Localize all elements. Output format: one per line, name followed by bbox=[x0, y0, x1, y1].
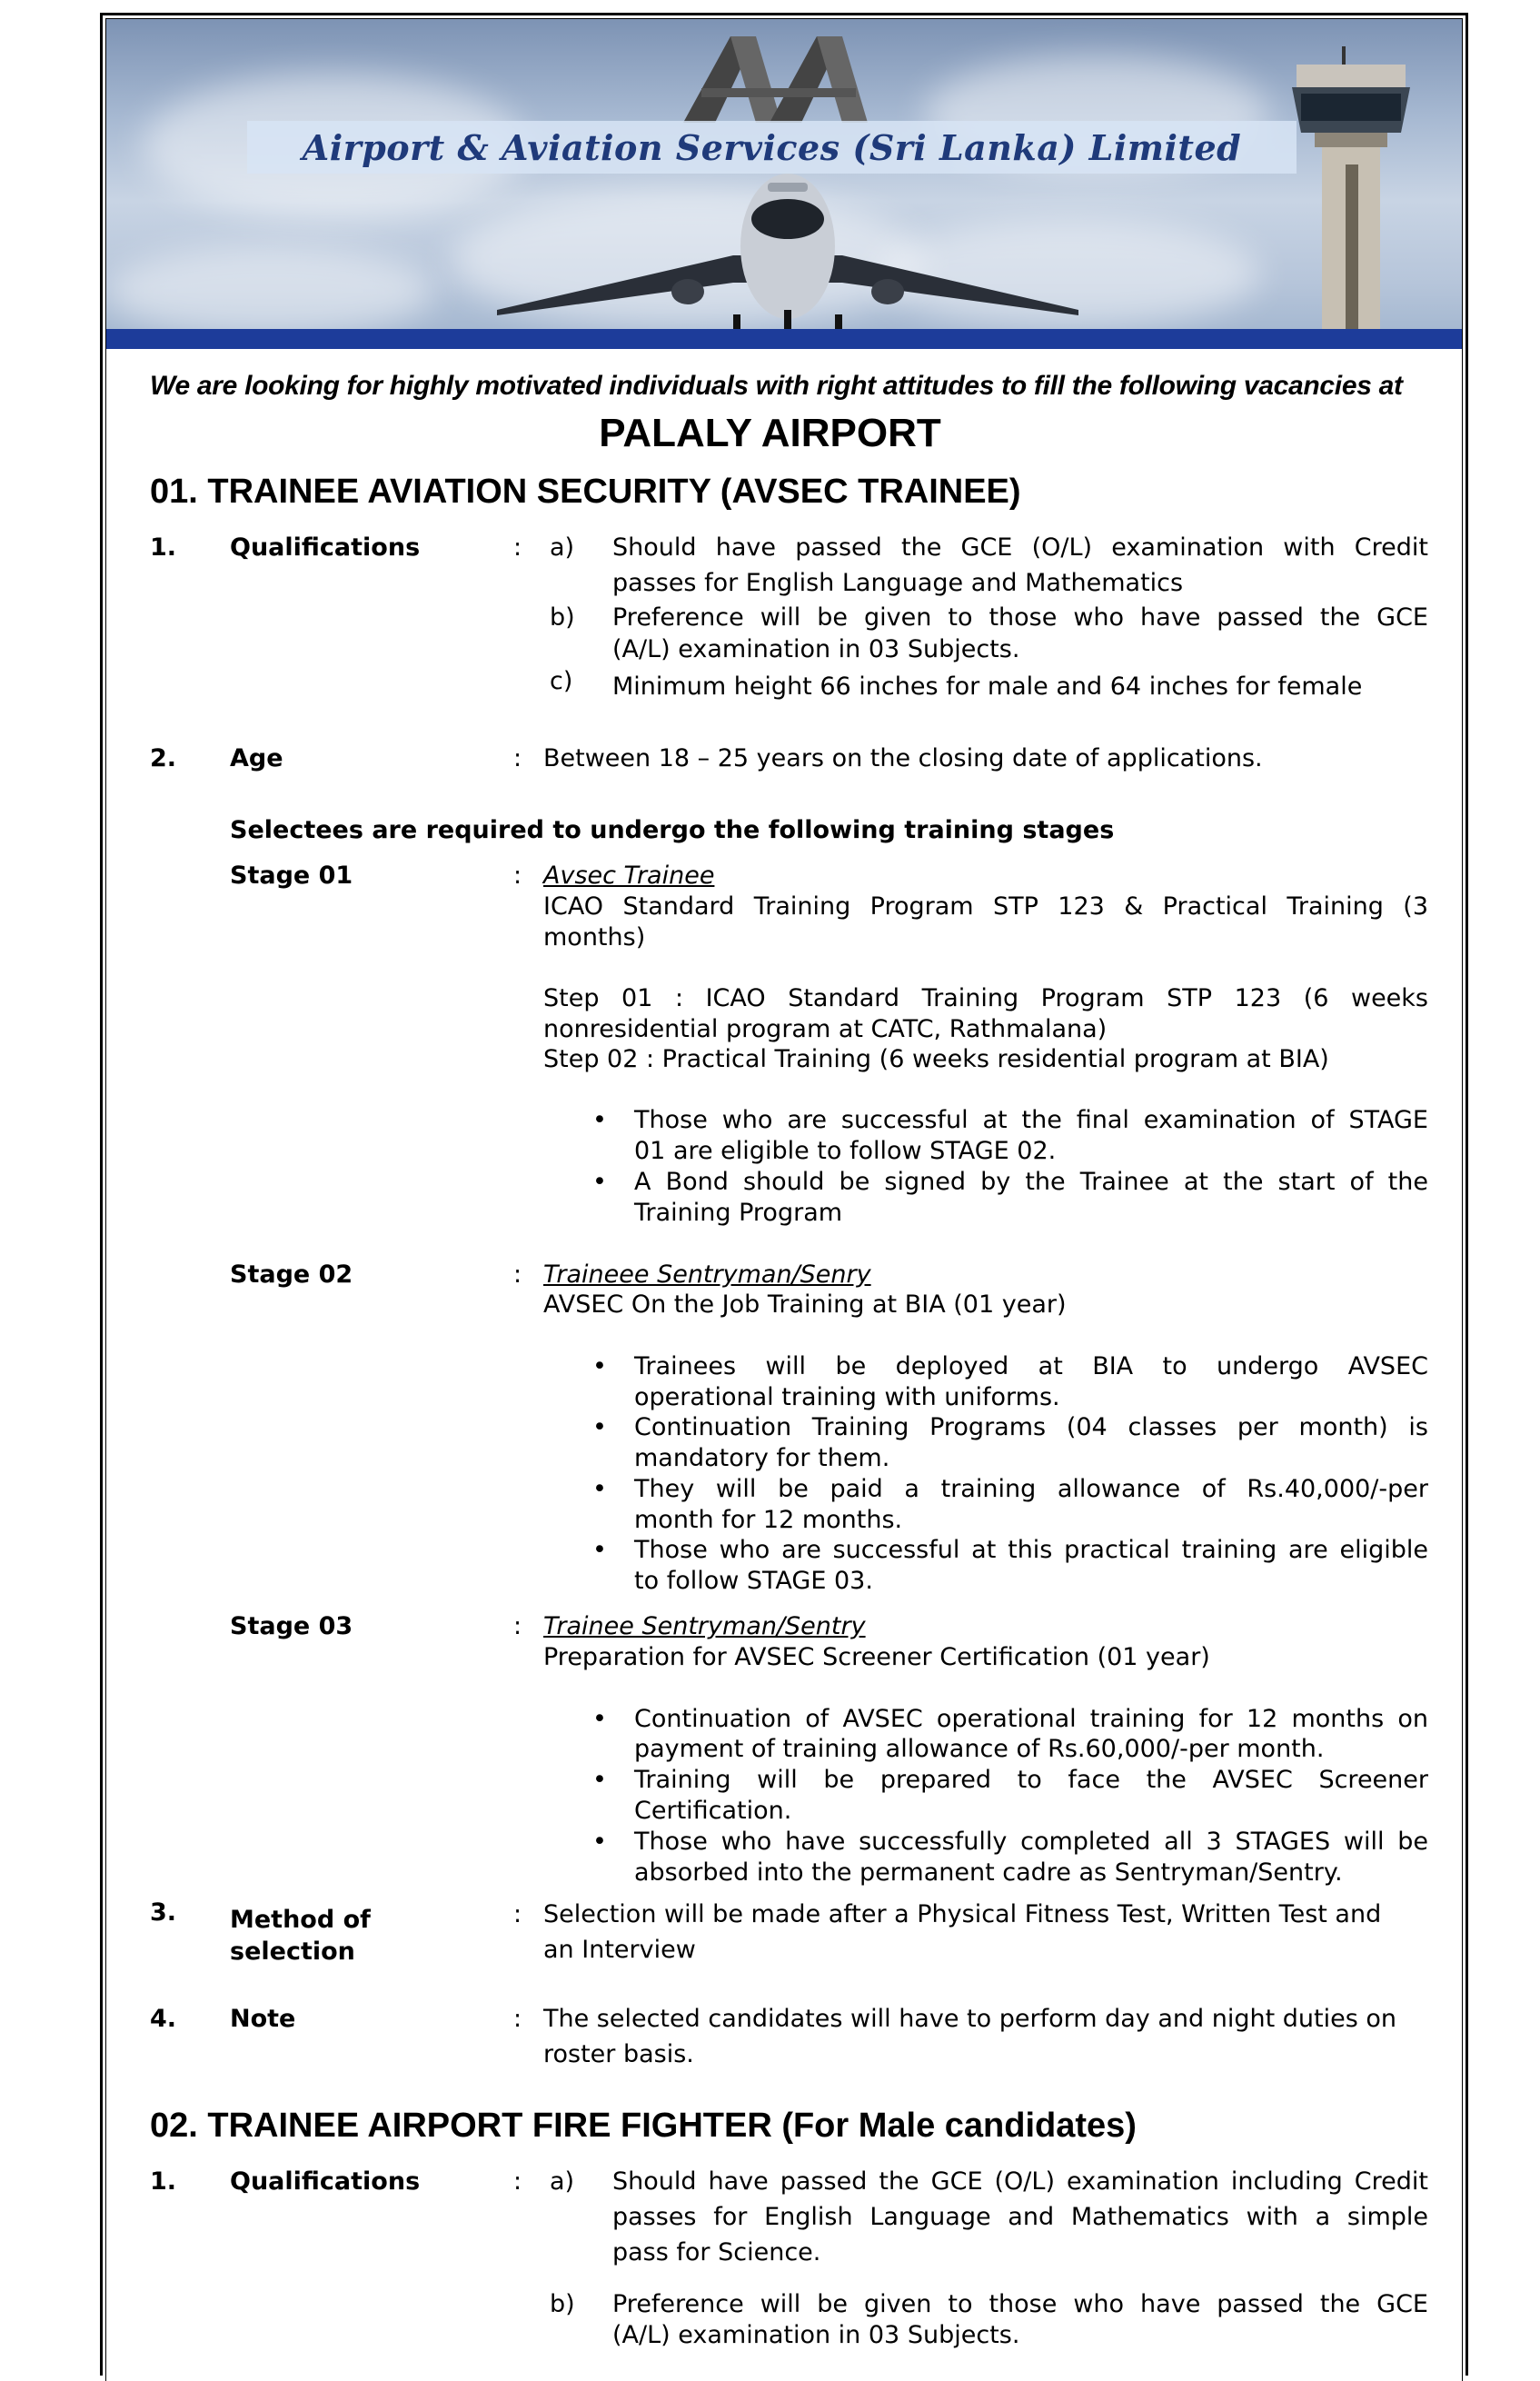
company-logo bbox=[674, 32, 892, 127]
stage1-line1: ICAO Standard Training Program STP 123 & Practical Training (3 bbox=[543, 892, 1428, 921]
colon: : bbox=[513, 1260, 522, 1289]
bullet-icon: • bbox=[592, 1828, 607, 1856]
stage2-bullet1-line1: Trainees will be deployed at BIA to undergo AVSEC bbox=[634, 1352, 1428, 1380]
q-b-line1: Preference will be given to those who have passed the GCE bbox=[612, 2290, 1428, 2318]
stage1-label: Stage 01 bbox=[230, 862, 353, 890]
training-heading: Selectees are required to undergo the following training stages bbox=[230, 816, 1115, 844]
stage1-step2: Step 02 : Practical Training (6 weeks residential program at BIA) bbox=[543, 1045, 1329, 1073]
note-line1: The selected candidates will have to perform day and night duties on bbox=[543, 2005, 1396, 2033]
note-number: 4. bbox=[150, 2005, 177, 2033]
banner-blue-bar bbox=[106, 329, 1462, 349]
colon: : bbox=[513, 862, 522, 890]
stage1-bullet2-line2: Training Program bbox=[634, 1199, 843, 1227]
bullet-icon: • bbox=[592, 1536, 607, 1564]
q-a-line2: passes for English Language and Mathematics with a simple bbox=[612, 2203, 1428, 2231]
stage3-bullet1-line1: Continuation of AVSEC operational training for 12 months on bbox=[634, 1705, 1428, 1733]
stage1-step1-line1: Step 01 : ICAO Standard Training Program STP 123 (6 weeks bbox=[543, 984, 1428, 1012]
age-label: Age bbox=[230, 744, 283, 772]
note-label: Note bbox=[230, 2005, 296, 2033]
bullet-icon: • bbox=[592, 1168, 607, 1196]
stage1-line2: months) bbox=[543, 923, 646, 951]
age-number: 2. bbox=[150, 744, 177, 772]
q-label: Qualifications bbox=[230, 533, 421, 562]
stage2-bullet3-line1: They will be paid a training allowance of Rs.40,000/-per bbox=[634, 1475, 1428, 1503]
q-number: 1. bbox=[150, 2167, 177, 2196]
q-c-line1: Minimum height 66 inches for male and 64 inches for female bbox=[612, 672, 1363, 701]
note-line2: roster basis. bbox=[543, 2040, 694, 2068]
colon: : bbox=[513, 2005, 522, 2033]
stage1-title: Avsec Trainee bbox=[543, 862, 715, 890]
q-a-letter: a) bbox=[550, 533, 575, 562]
stage1-step1-line2: nonresidential program at CATC, Rathmalana) bbox=[543, 1015, 1108, 1043]
method-line2: an Interview bbox=[543, 1936, 696, 1964]
q-a-line2: passes for English Language and Mathematics bbox=[612, 569, 1184, 597]
stage1-bullet2-line1: A Bond should be signed by the Trainee at the start of the bbox=[634, 1168, 1428, 1196]
stage2-bullet2-line1: Continuation Training Programs (04 classes per month) is bbox=[634, 1413, 1428, 1441]
method-line1: Selection will be made after a Physical Fitness Test, Written Test and bbox=[543, 1900, 1382, 1928]
q-b-line1: Preference will be given to those who have passed the GCE bbox=[612, 603, 1428, 632]
colon: : bbox=[513, 533, 522, 562]
control-tower-icon bbox=[1278, 46, 1424, 346]
bullet-icon: • bbox=[592, 1475, 607, 1503]
stage3-line1: Preparation for AVSEC Screener Certification (01 year) bbox=[543, 1643, 1210, 1671]
q-b-letter: b) bbox=[550, 2290, 575, 2318]
q-a-line1: Should have passed the GCE (O/L) examination including Credit bbox=[612, 2167, 1428, 2196]
stage3-label: Stage 03 bbox=[230, 1612, 353, 1640]
colon: : bbox=[513, 1900, 522, 1928]
q-c-letter: c) bbox=[550, 667, 573, 695]
bullet-icon: • bbox=[592, 1766, 607, 1794]
method-label-line1: Method of bbox=[230, 1906, 371, 1934]
q-a-letter: a) bbox=[550, 2167, 575, 2196]
airplane-icon bbox=[497, 155, 1078, 337]
q-label: Qualifications bbox=[230, 2167, 421, 2196]
stage2-title: Traineee Sentryman/Senry bbox=[543, 1260, 871, 1289]
colon: : bbox=[513, 744, 522, 772]
bullet-icon: • bbox=[592, 1413, 607, 1441]
stage3-bullet2-line1: Training will be prepared to face the AVSEC Screener bbox=[634, 1766, 1428, 1794]
colon: : bbox=[513, 2167, 522, 2196]
bullet-icon: • bbox=[592, 1106, 607, 1134]
stage2-bullet4-line1: Those who are successful at this practical training are eligible bbox=[634, 1536, 1428, 1564]
q-a-line3: pass for Science. bbox=[612, 2238, 821, 2266]
stage2-bullet1-line2: operational training with uniforms. bbox=[634, 1383, 1060, 1411]
stage2-label: Stage 02 bbox=[230, 1260, 353, 1289]
stage1-bullet1-line2: 01 are eligible to follow STAGE 02. bbox=[634, 1137, 1057, 1165]
stage3-bullet3-line1: Those who have successfully completed all 3 STAGES will be bbox=[634, 1828, 1428, 1856]
stage1-bullet1-line1: Those who are successful at the final examination of STAGE bbox=[634, 1106, 1428, 1134]
stage2-bullet4-line2: to follow STAGE 03. bbox=[634, 1567, 873, 1595]
q-b-letter: b) bbox=[550, 603, 575, 632]
q-b-line2: (A/L) examination in 03 Subjects. bbox=[612, 635, 1020, 663]
stage2-line1: AVSEC On the Job Training at BIA (01 year) bbox=[543, 1290, 1067, 1319]
airport-heading: PALALY AIRPORT bbox=[599, 411, 941, 455]
stage2-bullet3-line2: month for 12 months. bbox=[634, 1506, 903, 1534]
stage3-bullet3-line2: absorbed into the permanent cadre as Sentryman/Sentry. bbox=[634, 1858, 1343, 1887]
method-number: 3. bbox=[150, 1898, 177, 1927]
age-text: Between 18 – 25 years on the closing date of applications. bbox=[543, 744, 1263, 772]
company-name: Airport & Aviation Services (Sri Lanka) Limited bbox=[302, 126, 1242, 168]
q-number: 1. bbox=[150, 533, 177, 562]
method-label-line2: selection bbox=[230, 1938, 355, 1966]
intro-text: We are looking for highly motivated individuals with right attitudes to fill the following vacancies at bbox=[150, 371, 1403, 401]
stage2-bullet2-line2: mandatory for them. bbox=[634, 1444, 890, 1472]
stage3-title: Trainee Sentryman/Sentry bbox=[543, 1612, 866, 1640]
bullet-icon: • bbox=[592, 1352, 607, 1380]
colon: : bbox=[513, 1612, 522, 1640]
stage3-bullet2-line2: Certification. bbox=[634, 1797, 792, 1825]
header-banner bbox=[106, 19, 1462, 349]
section1-title: 01. TRAINEE AVIATION SECURITY (AVSEC TRAINEE) bbox=[150, 473, 1021, 511]
stage3-bullet1-line2: payment of training allowance of Rs.60,000/-per month. bbox=[634, 1735, 1325, 1763]
q-b-line2: (A/L) examination in 03 Subjects. bbox=[612, 2321, 1020, 2349]
section2-title: 02. TRAINEE AIRPORT FIRE FIGHTER (For Male candidates) bbox=[150, 2107, 1137, 2145]
q-a-line1: Should have passed the GCE (O/L) examination with Credit bbox=[612, 533, 1428, 562]
bullet-icon: • bbox=[592, 1705, 607, 1733]
